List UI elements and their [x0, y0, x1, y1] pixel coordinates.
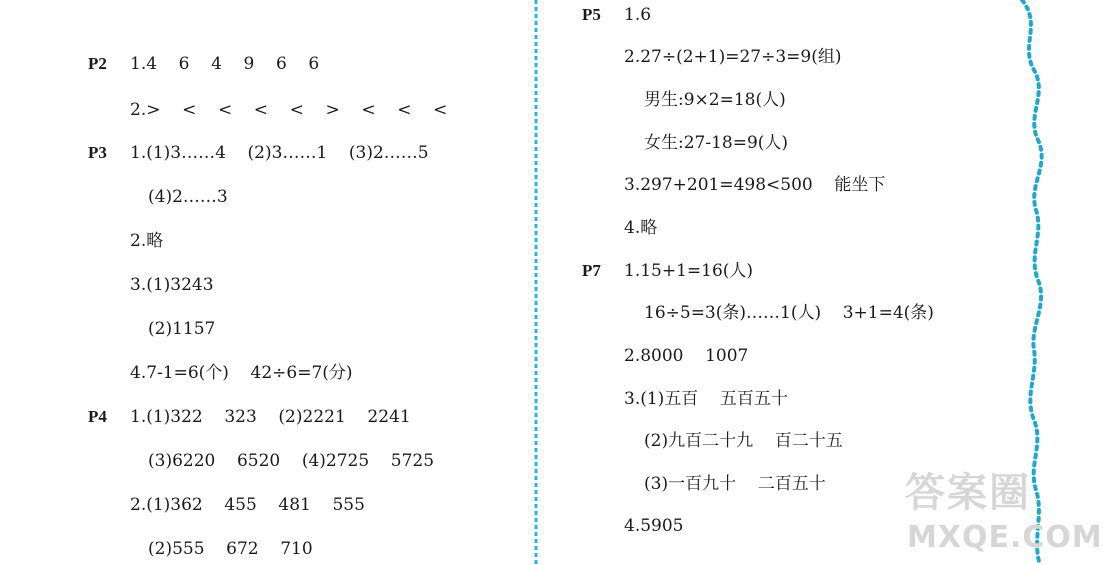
answer-line: 2.> < < < < > < < < [130, 100, 448, 120]
answer-line: 1.15+1=16(人) [624, 261, 754, 281]
watermark-cn: 答案圈 [905, 470, 1031, 516]
answer-line: (3)一百九十 二百五十 [644, 474, 826, 494]
answer-line: (3)6220 6520 (4)2725 5725 [148, 451, 435, 471]
section-label-p3: P3 [88, 143, 107, 162]
answer-line: 1.(1)322 323 (2)2221 2241 [130, 407, 411, 427]
answer-line: 2.27÷(2+1)=27÷3=9(组) [624, 47, 842, 67]
section-label-p7: P7 [582, 261, 601, 280]
answer-line: 2.8000 1007 [624, 346, 749, 366]
answer-line: 16÷5=3(条)……1(人) 3+1=4(条) [644, 303, 934, 323]
answer-line: 1.4 6 4 9 6 6 [130, 54, 320, 74]
answer-line: 3.297+201=498<500 能坐下 [624, 175, 886, 195]
section-label-p5: P5 [582, 5, 601, 24]
column-divider [531, 0, 541, 565]
answer-line: 1.6 [624, 5, 652, 25]
answer-line: (2)九百二十九 百二十五 [644, 431, 843, 451]
answer-line: 4.略 [624, 218, 658, 238]
answer-line: (2)1157 [148, 319, 216, 339]
answer-line: 3.(1)五百 五百五十 [624, 389, 788, 409]
answer-line: 2.略 [130, 231, 164, 251]
answer-line: 1.(1)3……4 (2)3……1 (3)2……5 [130, 143, 429, 163]
section-label-p4: P4 [88, 407, 107, 426]
answer-line: (2)555 672 710 [148, 539, 313, 559]
watermark [905, 470, 1103, 565]
answer-line: (4)2……3 [148, 187, 228, 207]
answer-line: 3.(1)3243 [130, 275, 214, 295]
answer-line: 4.5905 [624, 516, 684, 536]
answer-line: 4.7-1=6(个) 42÷6=7(分) [130, 363, 353, 383]
watermark-en: MXQE.COM [907, 520, 1103, 555]
answer-line: 男生:9×2=18(人) [644, 90, 786, 110]
answer-line: 女生:27-18=9(人) [644, 133, 789, 153]
section-label-p2: P2 [88, 54, 107, 73]
answer-line: 2.(1)362 455 481 555 [130, 495, 365, 515]
